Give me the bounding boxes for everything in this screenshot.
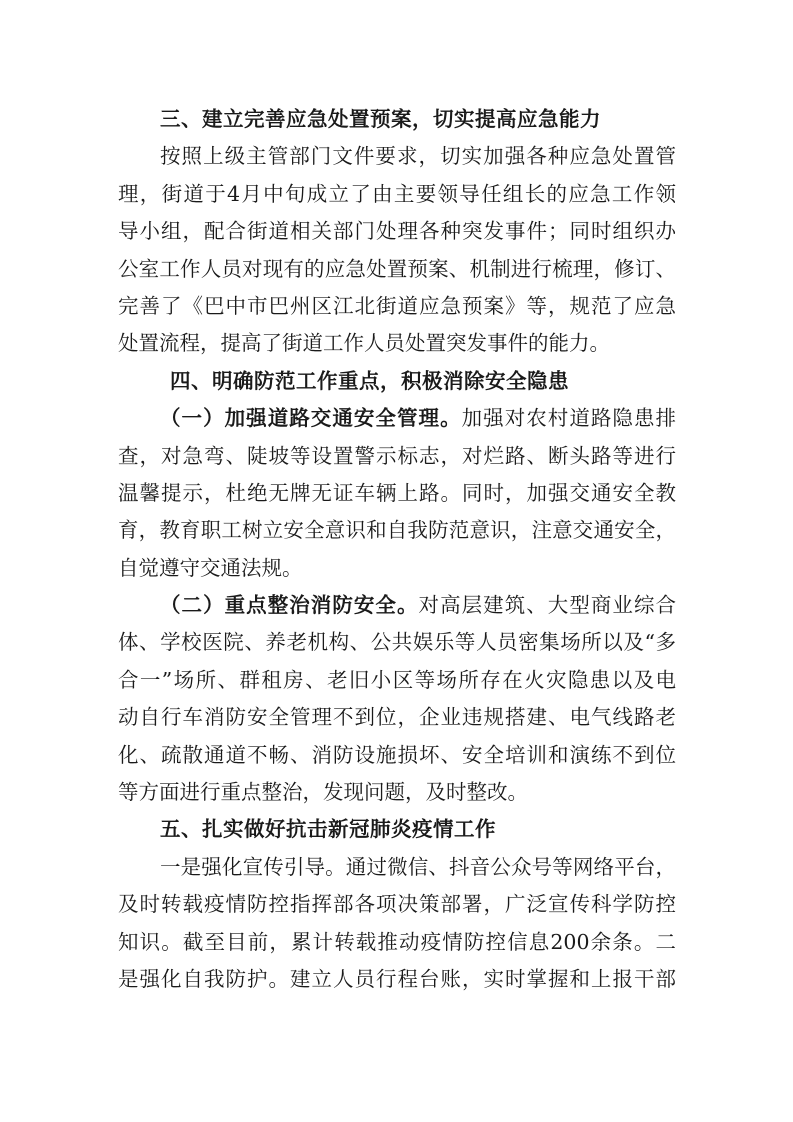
paragraph-line: 等方面进行重点整治，发现问题，及时整改。: [118, 780, 528, 805]
paragraph-line: 知识。截至目前，累计转载推动疫情防控信息200余条。二: [118, 929, 676, 954]
paragraph-line: 育，教育职工树立安全意识和自我防范意识，注意交通安全，: [118, 518, 676, 543]
paragraph-line: 完善了《巴中市巴州区江北街道应急预案》等，规范了应急: [118, 293, 676, 318]
paragraph-line: 自觉遵守交通法规。: [118, 555, 303, 580]
paragraph-line: 及时转载疫情防控指挥部各项决策部署，广泛宣传科学防控: [118, 892, 676, 917]
paragraph-line: 合一”场所、群租房、老旧小区等场所存在火灾隐患以及电: [118, 667, 676, 692]
paragraph-first-line: [118, 587, 676, 624]
subheading-fire-safety: （二）重点整治消防安全。: [160, 593, 419, 618]
paragraph-text: 对高层建筑、大型商业综合: [418, 593, 677, 618]
section-heading-4: 四、明确防范工作重点，积极消除安全隐患: [170, 368, 569, 393]
paragraph-line: 公室工作人员对现有的应急处置预案、机制进行梳理，修订、: [118, 256, 676, 281]
paragraph-line: 按照上级主管部门文件要求，切实加强各种应急处置管: [160, 144, 676, 169]
paragraph-line: 查，对急弯、陡坡等设置警示标志，对烂路、断头路等进行: [118, 443, 676, 468]
paragraph-line: 导小组，配合街道相关部门处理各种突发事件；同时组织办: [118, 219, 676, 244]
paragraph-line: 动自行车消防安全管理不到位，企业违规搭建、电气线路老: [118, 705, 676, 730]
subheading-traffic-safety: （一）加强道路交通安全管理。: [160, 406, 462, 431]
paragraph-line: 温馨提示，杜绝无牌无证车辆上路。同时，加强交通安全教: [118, 480, 676, 505]
document-page: [118, 101, 676, 998]
section-heading-5: 五、扎实做好抗击新冠肺炎疫情工作: [160, 817, 496, 842]
paragraph-line: 理，街道于4月中旬成立了由主要领导任组长的应急工作领: [118, 181, 676, 206]
paragraph-text: 加强对农村道路隐患排: [461, 406, 677, 431]
paragraph-first-line: [118, 400, 676, 437]
paragraph-line: 是强化自我防护。建立人员行程台账，实时掌握和上报干部: [118, 966, 676, 991]
paragraph-line: 处置流程，提高了街道工作人员处置突发事件的能力。: [118, 331, 610, 356]
paragraph-line: 体、学校医院、养老机构、公共娱乐等人员密集场所以及“多: [118, 630, 676, 655]
section-heading-3: 三、建立完善应急处置预案，切实提高应急能力: [160, 107, 601, 131]
paragraph-line: 一是强化宣传引导。通过微信、抖音公众号等网络平台，: [160, 854, 676, 879]
paragraph-line: 化、疏散通道不畅、消防设施损坏、安全培训和演练不到位: [118, 742, 676, 767]
